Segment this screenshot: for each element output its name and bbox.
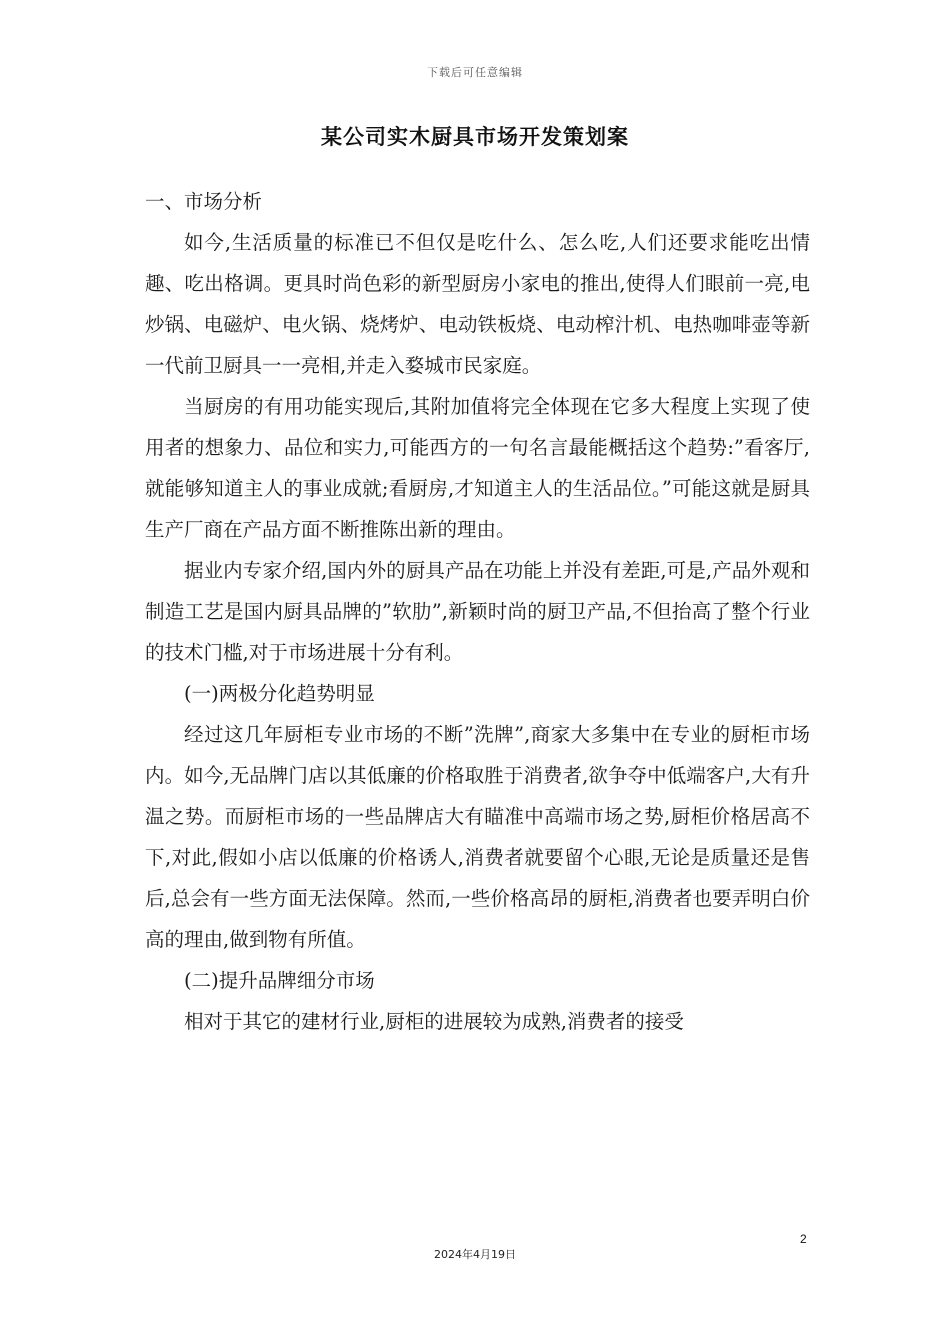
section-heading-market-analysis: 一、市场分析 — [145, 190, 263, 213]
document-title: 某公司实木厨具市场开发策划案 — [321, 125, 629, 149]
paragraph-1: 如今,生活质量的标准已不但仅是吃什么、怎么吃,人们还要求能吃出情趣、吃出格调。更具时尚色彩的新型厨房小家电的推出,使得人们眼前一亮,电炒锅、电磁炉、电火锅、烧烤炉、电动铁板烧、电动榨汁机、电热咖啡壶等新一代前卫厨具一一亮相,并走入婺城市民家庭。 — [145, 231, 810, 377]
page-number: 2 — [800, 1232, 807, 1246]
footer-date: 2024年4月19日 — [434, 1248, 516, 1261]
paragraph-5: 相对于其它的建材行业,厨柜的进展较为成熟,消费者的接受 — [184, 1010, 684, 1033]
subheading-polarization: (一)两极分化趋势明显 — [184, 682, 375, 705]
paragraph-4: 经过这几年厨柜专业市场的不断”洗牌”,商家大多集中在专业的厨柜市场内。如今,无品牌门店以其低廉的价格取胜于消费者,欲争夺中低端客户,大有升温之势。而厨柜市场的一些品牌店大有瞄准中高端市场之势,厨柜价格居高不下,对此,假如小店以低廉的价格诱人,消费者就要留个心眼,无论是质量还是售后,总会有一些方面无法保障。然而,一些价格高昂的厨柜,消费者也要弄明白价高的理由,做到物有所值。 — [145, 723, 810, 951]
document-body — [145, 181, 810, 1042]
paragraph-2: 当厨房的有用功能实现后,其附加值将完全体现在它多大程度上实现了使用者的想象力、品位和实力,可能西方的一句名言最能概括这个趋势:”看客厅,就能够知道主人的事业成就;看厨房,才知道主人的生活品位。”可能这就是厨具生产厂商在产品方面不断推陈出新的理由。 — [145, 395, 810, 541]
header-note: 下载后可任意编辑 — [427, 66, 523, 79]
subheading-brand-segmentation: (二)提升品牌细分市场 — [184, 969, 375, 992]
paragraph-3: 据业内专家介绍,国内外的厨具产品在功能上并没有差距,可是,产品外观和制造工艺是国内厨具品牌的”软肋”,新颖时尚的厨卫产品,不但抬高了整个行业的技术门槛,对于市场进展十分有利。 — [145, 559, 810, 664]
